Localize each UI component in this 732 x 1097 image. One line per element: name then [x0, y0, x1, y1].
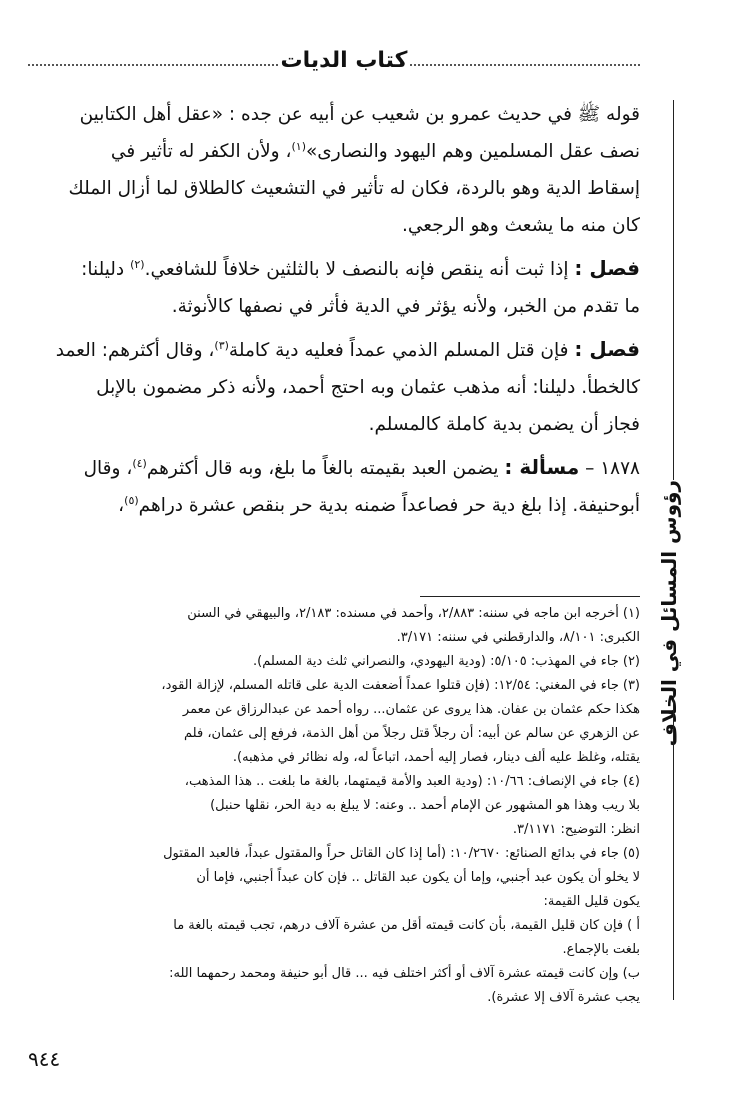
masala-label: مسألة :: [504, 455, 580, 479]
footnote-ref[interactable]: (٤): [132, 456, 147, 470]
fasl-paragraph: فصل : فإن قتل المسلم الذمي عمداً فعليه دية كاملة$^{(٣)}$، وقال أكثرهم: العمد: [55, 337, 640, 361]
header-rule-right: [410, 64, 640, 66]
masala-number: ١٨٧٨ –: [585, 458, 640, 479]
footnote-5-cont: لا يخلو أن يكون عبد أجنبي، وإما أن يكون عبد القاتل .. فإن كان عبداً أجنبي، فإما أن: [196, 870, 640, 885]
running-header: [28, 44, 640, 84]
footnotes: [28, 602, 640, 1010]
footnote-5-item-b-cont: يجب عشرة آلاف إلا عشرة).: [487, 990, 640, 1005]
footnote-4-cont: انظر: التوضيح: ٣/١١٧١.: [512, 822, 640, 837]
text-line: أبوحنيفة. إذا بلغ دية حر فصاعداً ضمنه بدية حر بنقص عشرة دراهم$^{(٥)}$،: [118, 493, 640, 516]
text-line: كالخطأ. دليلنا: أنه مذهب عثمان وبه احتج أحمد، ولأنه ذكر مضمون بالإبل: [96, 377, 640, 398]
footnote-5-item-a: أ ) فإن كان قليل القيمة، بأن كانت قيمته أقل من عشرة آلاف درهم، تجب قيمته بالغة ما: [173, 918, 640, 933]
text-line: إسقاط الدية وهو بالردة، فكان له تأثير في التشعيث كالطلاق لما أزال الملك: [68, 178, 640, 199]
side-running-title: [652, 70, 696, 1050]
page-number: ٩٤٤: [28, 1047, 61, 1071]
footnote-2: (٢)جاء في المهذب: ٥/١٠٥: (ودية اليهودي، والنصراني ثلث دية المسلم).: [252, 654, 640, 669]
side-rule-top: [673, 100, 674, 480]
footnote-ref[interactable]: (٥): [124, 493, 139, 507]
text-line: نصف عقل المسلمين وهم اليهود والنصارى»$^{(١)}$، ولأن الكفر له تأثير في: [110, 139, 640, 162]
text-line: ما تقدم من الخبر، ولأنه يؤثر في الدية فأثر في نصفها كالأنوثة.: [171, 296, 640, 317]
footnote-5-cont: يكون قليل القيمة:: [543, 894, 640, 909]
text-line: فجاز أن يضمن بدية كاملة كالمسلم.: [368, 414, 640, 435]
footnote-ref[interactable]: (٣): [214, 338, 229, 352]
footnote-4: (٤)جاء في الإنصاف: ١٠/٦٦: (ودية العبد والأمة قيمتهما، بالغة ما بلغت .. هذا المذهب،: [184, 774, 640, 789]
footnote-5: (٥)جاء في بدائع الصنائع: ١٠/٢٦٧٠: (أما إذا كان القاتل حراً والمقتول عبداً، فالعبد المقتول: [163, 846, 640, 861]
fasl-label: فصل :: [574, 337, 640, 361]
chapter-title: كتاب الديات: [280, 48, 408, 73]
footnote-5-item-a-cont: بلغت بالإجماع.: [562, 942, 640, 957]
footnote-1-cont: الكبرى: ٨/١٠١، والدارقطني في سننه: ٣/١٧١.: [396, 630, 640, 645]
footnote-3-cont: هكذا حكم عثمان بن عفان. هذا يروى عن عثمان... رواه أحمد عن عبدالرزاق عن معمر: [182, 702, 640, 717]
main-text: [28, 96, 640, 524]
footnote-5-item-b: ب) وإن كانت قيمته عشرة آلاف أو أكثر اختلف فيه ... قال أبو حنيفة ومحمد رحمهما الله:: [169, 966, 640, 981]
footnote-divider: [420, 596, 640, 597]
footnote-1: (١)أخرجه ابن ماجه في سننه: ٢/٨٨٣، وأحمد في مسنده: ٢/١٨٣، والبيهقي في السنن: [187, 606, 640, 621]
text-line: قوله ﷺ في حديث عمرو بن شعيب عن أبيه عن جده : «عقل أهل الكتابين: [79, 104, 640, 125]
header-rule-left: [28, 64, 278, 66]
book-title: رؤوس المسائل في الخلاف: [657, 480, 681, 747]
footnote-ref[interactable]: (٢): [130, 257, 145, 271]
footnote-3: (٣)جاء في المغني: ١٢/٥٤: (فإن قتلوا عمداً أضعفت الدية على قاتله المسلم، لإزالة القود،: [161, 678, 640, 693]
masala-paragraph: ١٨٧٨ – مسألة : يضمن العبد بقيمته بالغاً ما بلغ، وبه قال أكثرهم$^{(٤)}$، وقال: [83, 455, 640, 479]
footnote-4-cont: بلا ريب وهذا هو المشهور عن الإمام أحمد .. وعنه: لا يبلغ به دية الحر، نقلها حنبل): [210, 798, 640, 813]
fasl-label: فصل :: [574, 256, 640, 280]
side-rule-bottom: [673, 690, 674, 1000]
fasl-paragraph: فصل : إذا ثبت أنه ينقص فإنه بالنصف لا بالثلثين خلافاً للشافعي.$^{(٢)}$ دليلنا:: [81, 256, 640, 280]
text-line: كان منه ما يشعث وهو الرجعي.: [401, 215, 640, 236]
footnote-ref[interactable]: (١): [291, 139, 306, 153]
footnote-3-cont: عن الزهري عن سالم عن أبيه: أن رجلاً قتل رجلاً من أهل الذمة، فرفع إلى عثمان، فلم: [184, 726, 640, 741]
footnote-3-cont: يقتله، وغلظ عليه ألف دينار، فصار إليه أحمد، اتباعاً له، وله نظائر في مذهبه).: [232, 750, 640, 765]
